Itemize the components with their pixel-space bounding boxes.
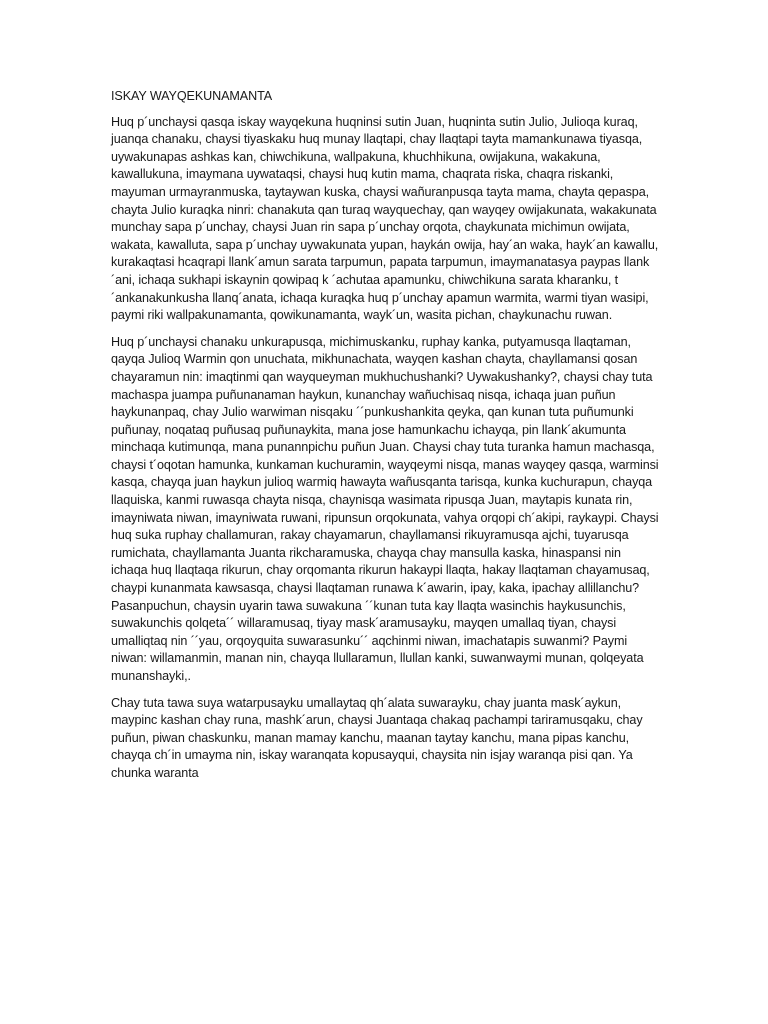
document-body xyxy=(111,88,659,792)
paragraph-1: Huq p´unchaysi qasqa iskay wayqekuna huqninsi sutin Juan, huqninta sutin Julio, Julioqa kuraq, juanqa chanaku, chaysi tiyaskaku huq munay llaqtapi, chay llaqtapi tayta mamankunawa tiyasqa, uywakunapas ashkas kan, chiwchikuna, wallpakuna, khuchhikuna, owijakuna, wakakuna, kawallukuna, imaymana uywataqsi, chaysi huq kutin mama, chaqrata riska, chaqra riskanki, mayuman urmayranmuska, taytaywan kuska, chaysi wañuranpusqa tayta mama, chayta qepaspa, chayta Julio kuraqka ninri: chanakuta qan turaq wayquechay, qan wayqey owijakunata, wakakunata munchay sapa p´unchay, chaysi Juan rin sapa p´unchay orqota, chaykunata michimun owijata, wakata, kawalluta, sapa p´unchay uywakunata yupan, haykán owija, hay´an waka, hayk´an kawallu, kurakaqtasi hcaqrapi llank´amun sarata tarpumun, papata tarpumun, imaymanatasya paypas llank´ani, ichaqa sukhapi iskaynin qowipaq k ´achutaa apamunku, chiwchikuna sarata kharanku, t´ankanakunkusha llanq´anata, ichaqa kuraqka huq p´unchay apamun warmita, warmi tiyan wasipi, paymi riki wallpakunamanta, qowikunamanta, wayk´un, wasita pichan, chaykunachu ruwan. xyxy=(111,114,659,323)
document-title: ISKAY WAYQEKUNAMANTA xyxy=(111,89,273,103)
paragraph-3: Chay tuta tawa suya watarpusayku umallaytaq qh´alata suwarayku, chay juanta mask´aykun, maypinc kashan chay runa, mashk´arun, chaysi Juantaqa chakaq pachampi tariramusqaku, chay puñun, piwan chaskunku, manan mamay kanchu, maanan taytay kanchu, mana pipas kanchu, chayqa ch´in umayma nin, iskay waranqata kopusayqui, chaysita nin isjay waranqa pisi qan. Ya chunka waranta xyxy=(111,695,643,780)
paragraph-2: Huq p´unchaysi chanaku unkurapusqa, michimuskanku, ruphay kanka, putyamusqa llaqtaman, qayqa Julioq Warmin qon unuchata, mikhunachata, wayqen kashan chayta, chayllamansi qosan chayaramun nin: imaqtinmi qan wayqueyman mukhuchushanki? Uywakushanky?, chaysi chay tuta machaspa juampa puñunanaman haykun, kunanchay wañuchisaq nisqa, ichaqa juan puñun haykunanpaq, chay Julio warwiman nisqaku ´´punkushankita qeyka, qan kunan tuta puñumunki puñunay, noqataq puñusaq puñunaykita, mana jose hamunkachu ichayqa, pin llank´akumunta minchaqa kutimunqa, mana punannpichu puñun Juan. Chaysi chay tuta turanka hamun machasqa, chaysi t´oqotan hamunka, kunkaman kuchuramin, wayqeymi nisqa, manas wayqey qasqa, warminsi kasqa, chayqa juan haykun julioq warmiq hawayta wañusqanta tarisqa, kunka kuchurapun, chayqa llaquiska, kanmi ruwasqa chayta nisqa, chaynisqa wasimata ripusqa Juan, maytapis kunata rin, imayniwata niwan, imayniwata ruwani, ripunsun orqokunata, vahya orqopi ch´akipi, raykaypi. Chaysi huq suka ruphay challamuran, rakay chayamarun, chayllamansi rikuyramusqa ajchi, tuyarusqa rumichata, chayllamanta Juanta rikcharamuska, chayqa chay mansulla kaska, hinaspansi nin ichaqa huq llaqtaqa rikurun, chay orqomanta rikurun hakaypi llaqta, hakay llaqtaman chayamusaq, chaypi kunanmata kawsasqa, chaysi llaqtaman runawa k´awarin, ipay, kaka, ipachay allillanchu? Pasanpuchun, chaysin uyarin tawa suwakuna ´´kunan tuta kay llaqta wasinchis haykusunchis, suwakunchis qolqeta´´ willaramusaq, tiyay mask´aramusayku, mayqen umallaq tiyan, chaysi umalliqtaq nin ´´yau, orqoyquita suwarasunku´´ aqchinmi niwan, imachatapis suwanmi? Paymi niwan: willamanmin, manan nin, chayqa llullaramun, llullan kanki, suwanwaymi munan, qolqeyata munanshayki,. xyxy=(111,334,659,683)
